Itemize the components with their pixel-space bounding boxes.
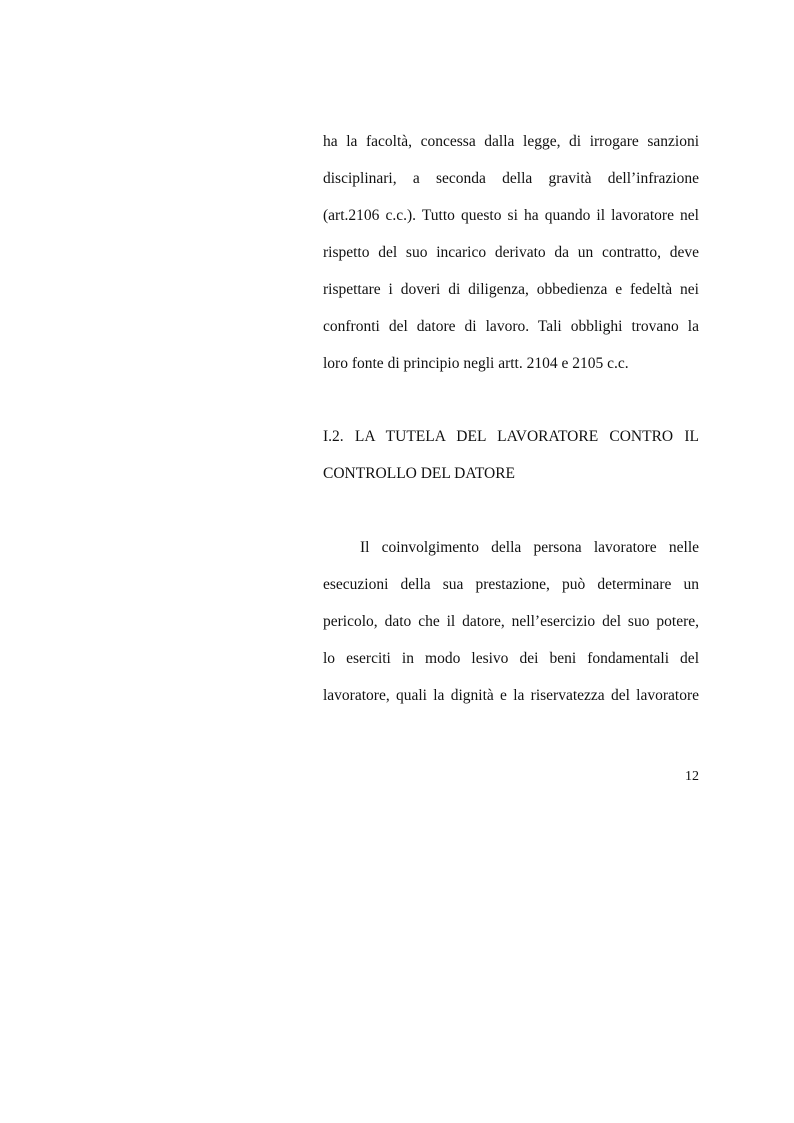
paragraph-line: confronti del datore di lavoro. Tali obblighi trovano la — [323, 318, 699, 335]
heading-line: I.2. LA TUTELA DEL LAVORATORE CONTRO IL — [323, 428, 699, 445]
paragraph-line: disciplinari, a seconda della gravità dell’infrazione — [323, 170, 699, 187]
paragraph-line: esecuzioni della sua prestazione, può determinare un — [323, 576, 699, 593]
paragraph-line: rispetto del suo incarico derivato da un contratto, deve — [323, 244, 699, 261]
paragraph-line: ha la facoltà, concessa dalla legge, di irrogare sanzioni — [323, 133, 699, 150]
paragraph-line: pericolo, dato che il datore, nell’esercizio del suo potere, — [323, 613, 699, 630]
heading-line: CONTROLLO DEL DATORE — [323, 465, 516, 482]
paragraph-line: loro fonte di principio negli artt. 2104 e 2105 c.c. — [323, 355, 629, 372]
page-number: 12 — [685, 769, 699, 784]
paragraph-line: Il coinvolgimento della persona lavoratore nelle — [360, 539, 699, 556]
paragraph-line: rispettare i doveri di diligenza, obbedienza e fedeltà nei — [323, 281, 699, 298]
paragraph-line: (art.2106 c.c.). Tutto questo si ha quando il lavoratore nel — [323, 207, 699, 224]
paragraph-line: lavoratore, quali la dignità e la riservatezza del lavoratore — [323, 687, 699, 704]
paragraph-line: lo eserciti in modo lesivo dei beni fondamentali del — [323, 650, 699, 667]
